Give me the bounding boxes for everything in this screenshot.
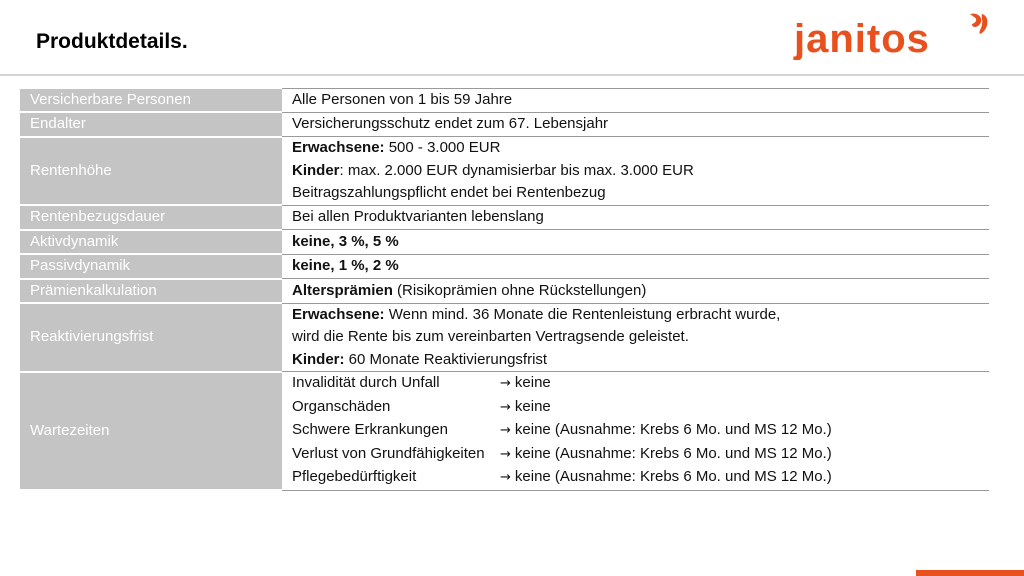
value-text: Alle Personen von 1 bis 59 Jahre	[292, 91, 513, 108]
waiting-period-label: Pflegebedürftigkeit	[292, 468, 417, 485]
value-text: Versicherungsschutz endet zum 67. Lebensjahr	[292, 115, 609, 132]
table-row	[20, 89, 989, 113]
waiting-period-label: Verlust von Grundfähigkeiten	[292, 444, 485, 462]
row-value	[282, 303, 989, 372]
waiting-period-item	[292, 466, 981, 490]
value-emphasis: keine, 1 %, 2 %	[292, 257, 399, 274]
row-value	[282, 279, 989, 304]
row-value	[282, 137, 989, 206]
value-line	[292, 89, 981, 112]
value-line	[292, 231, 981, 254]
product-details-table	[20, 88, 989, 491]
waiting-period-item	[292, 443, 981, 467]
table-row	[20, 137, 989, 206]
waiting-period-value: keine	[514, 397, 551, 415]
value-text: Wenn mind. 36 Monate die Rentenleistung erbracht wurde,	[384, 305, 781, 323]
value-text: 500 - 3.000 EUR	[384, 139, 501, 156]
waiting-period-item	[292, 396, 981, 420]
value-text: Bei allen Produktvarianten lebenslang	[292, 208, 544, 225]
row-label: Versicherbare Personen	[20, 89, 282, 113]
value-emphasis: keine, 3 %, 5 %	[292, 232, 399, 250]
value-emphasis: Erwachsene:	[292, 139, 385, 156]
value-text: (Risikoprämien ohne Rückstellungen)	[392, 281, 647, 299]
row-value	[282, 372, 989, 491]
value-line	[292, 255, 981, 278]
table-row	[20, 372, 989, 491]
row-label: Prämienkalkulation	[20, 279, 282, 304]
value-emphasis: Erwachsene:	[292, 305, 385, 323]
waiting-period-value: keine (Ausnahme: Krebs 6 Mo. und MS 12 Mo.)	[514, 444, 832, 462]
waiting-period-label: Invalidität durch Unfall	[292, 374, 440, 391]
value-line	[292, 182, 981, 205]
value-line	[292, 160, 981, 183]
value-line	[292, 304, 981, 327]
value-text: 60 Monate Reaktivierungsfrist	[344, 350, 548, 368]
table-row	[20, 254, 989, 279]
table-row	[20, 303, 989, 372]
waiting-period-value: keine (Ausnahme: Krebs 6 Mo. und MS 12 Mo.)	[514, 421, 832, 438]
value-emphasis: Kinder	[292, 161, 340, 179]
table-row	[20, 112, 989, 137]
arrow-right-icon: →	[500, 446, 511, 462]
arrow-right-icon: →	[500, 399, 511, 415]
value-line	[292, 326, 981, 349]
row-label: Rentenbezugsdauer	[20, 205, 282, 230]
value-text: : max. 2.000 EUR dynamisierbar bis max. 3.000 EUR	[339, 161, 694, 179]
row-value	[282, 205, 989, 230]
value-line	[292, 206, 981, 229]
row-label: Aktivdynamik	[20, 230, 282, 255]
arrow-right-icon: →	[500, 470, 511, 485]
row-label: Reaktivierungsfrist	[20, 303, 282, 372]
arrow-right-icon: →	[500, 376, 511, 391]
table-row	[20, 230, 989, 255]
brand-accent-bar	[916, 570, 1024, 576]
row-label: Passivdynamik	[20, 254, 282, 279]
waiting-period-label: Organschäden	[292, 397, 391, 415]
row-value	[282, 112, 989, 137]
page-title: Produktdetails.	[36, 30, 188, 53]
value-emphasis: Kinder:	[292, 350, 345, 368]
value-line	[292, 113, 981, 136]
table-row	[20, 205, 989, 230]
value-text: wird die Rente bis zum vereinbarten Vertragsende geleistet.	[292, 328, 689, 345]
header-divider	[0, 74, 1024, 76]
arrow-right-icon: →	[500, 423, 511, 438]
waiting-period-value: keine (Ausnahme: Krebs 6 Mo. und MS 12 Mo.)	[514, 468, 832, 485]
value-line	[292, 349, 981, 372]
row-value	[282, 89, 989, 113]
value-emphasis: Altersprämien	[292, 281, 393, 299]
waiting-period-item	[292, 372, 981, 396]
waiting-period-item	[292, 419, 981, 443]
logo-text: janitos	[794, 17, 930, 60]
value-line	[292, 280, 981, 303]
row-label: Rentenhöhe	[20, 137, 282, 206]
row-label: Endalter	[20, 112, 282, 137]
waiting-period-label: Schwere Erkrankungen	[292, 421, 448, 438]
waiting-period-value: keine	[514, 374, 551, 391]
janitos-logo	[792, 10, 992, 60]
row-label: Wartezeiten	[20, 372, 282, 491]
value-line	[292, 137, 981, 160]
value-text: Beitragszahlungspflicht endet bei Rentenbezug	[292, 184, 606, 201]
row-value	[282, 254, 989, 279]
row-value	[282, 230, 989, 255]
table-row	[20, 279, 989, 304]
